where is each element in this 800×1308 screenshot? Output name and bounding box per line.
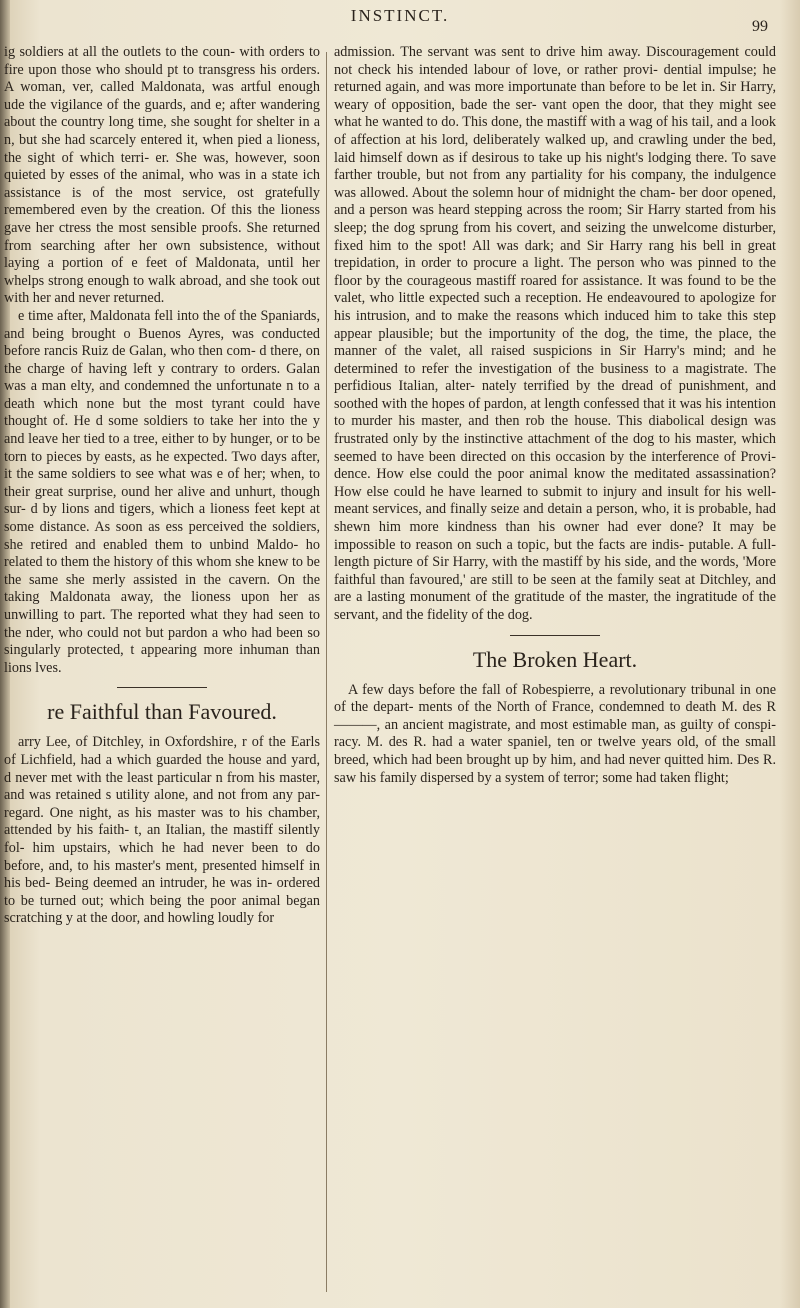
- paragraph: admission. The servant was sent to drive him away. Discouragement could not check his intended labour of love, or rather provi- dential impulse; he returned again, and was more importunate than before to be let in. Sir Harry, weary of opposition, bade the ser- vant open the door, that they might see what he wanted to do. This done, the mastiff with a wag of his tail, and a look of affection at his lord, deliberately walked up, and crawling under the bed, laid himself down as if desirous to take up his night's lodging there. To save farther trouble, but not from any partiality for his company, the indulgence was allowed. About the solemn hour of midnight the cham- ber door opened, and a person was heard stepping across the room; Sir Harry started from his sleep; the dog sprung from his covert, and seizing the unwelcome disturber, fixed him to the spot! All was dark; and Sir Harry rang his bell in great trepidation, in order to procure a light. The person who was pinned to the floor by the courageous mastiff roared for assistance. It was found to be the valet, who little expected such a reception. He endeavoured to apologize for his intrusion, and to make the reasons which induced him to take this step appear plausible; but the importunity of the dog, the time, the place, the manner of the valet, all raised suspicions in Sir Harry's mind; and he determined to refer the investigation of the business to a magistrate. The perfidious Italian, alter- nately terrified by the dread of punishment, and soothed with the hopes of pardon, at length confessed that it was his intention to murder his master, and then rob the house. This diabolical design was frustrated only by the instinctive attachment of the dog to his master, which seemed to have been directed on this occasion by the interference of Provi- dence. How else could the poor animal know the meditated assassination? How else could he have learned to submit to injury and insult for his well-meant services, and finally seize and detain a person, who, it is probable, had shewn him more kindness than his owner had ever done? It may be impossible to reason on such a topic, but the facts are indis- putable. A full-length picture of Sir Harry, with the mastiff by his side, and the words, 'More faithful than favoured,' are still to be seen at the family seat at Ditchley, and are a lasting monument of the gratitude of the master, the ingratitude of the servant, and the fidelity of the dog.: [334, 44, 776, 623]
- paragraph: arry Lee, of Ditchley, in Oxfordshire, r of the Earls of Lichfield, had a which guarded the house and yard, d never met with the least particular n from his master, and was retained s utility alone, and not from any par- regard. One night, as his master was to his chamber, attended by his faith- t, an Italian, the mastiff silently fol- him upstairs, which he had never been to do before, and, to his master's ment, presented himself in his bed- Being deemed an intruder, he was in- ordered to be turned out; which being the poor animal began scratching y at the door, and howling loudly for: [4, 734, 320, 927]
- section-rule: [510, 635, 600, 636]
- column-divider: [326, 52, 327, 1292]
- right-column: [334, 44, 776, 787]
- section-rule: [117, 687, 207, 688]
- paragraph: e time after, Maldonata fell into the of the Spaniards, and being brought o Buenos Ayres, was conducted before rancis Ruiz de Galan, who then com- d there, on the charge of having left y contrary to orders. Galan was a man elty, and condemned the unfortunate n to a death which none but the most tyrant could have thought of. He d some soldiers to take her into the y and leave her tied to a tree, either to by hunger, or to be torn to pieces by easts, as he expected. Two days after, it the same soldiers to see what was e of her; when, to their great surprise, ound her alive and unhurt, though sur- d by lions and tigers, which a lioness feet kept at some distance. As soon as ess perceived the soldiers, she retired and enabled them to unbind Maldo- ho related to them the history of this whom she knew to be the same she merly assisted in the cavern. On the taking Maldonata away, the lioness upon her as unwilling to part. The reported what they had seen to the nder, who could not but pardon a who had been so singularly protected, t appearing more inhuman than lions lves.: [4, 307, 320, 676]
- paragraph: ig soldiers at all the outlets to the coun- with orders to fire upon those who should pt to transgress his orders. A woman, ver, called Maldonata, was artful enough ude the vigilance of the guards, and e; after wandering about the country long time, she sought for shelter in a n, but she had scarcely entered it, when pied a lioness, the sight of which terri- er. She was, however, soon quieted by esses of the animal, who was in a state ich assistance is of the most service, ost gratefully remembered even by the creation. Of this the lioness gave her ctress the most sensible proofs. She returned from searching after her own subsistence, without laying a portion of e feet of Maldonata, until her whelps strong enough to walk abroad, and she took out with her and never returned.: [4, 44, 320, 307]
- section-title: re Faithful than Favoured.: [47, 699, 277, 725]
- running-title: INSTINCT.: [350, 6, 450, 25]
- section-title: The Broken Heart.: [472, 646, 638, 672]
- left-column: [4, 44, 320, 928]
- page-number: 99: [752, 18, 768, 35]
- paragraph: A few days before the fall of Robespierre, a revolutionary tribunal in one of the depart- ments of the North of France, condemned to death M. des R———, an ancient magistrate, and most estimable man, as guilty of conspi- racy. M. des R. had a water spaniel, ten or twelve years old, of the small breed, which had been brought up by him, and had never quitted him. Des R. saw his family dispersed by a system of terror; some had taken flight;: [334, 681, 776, 786]
